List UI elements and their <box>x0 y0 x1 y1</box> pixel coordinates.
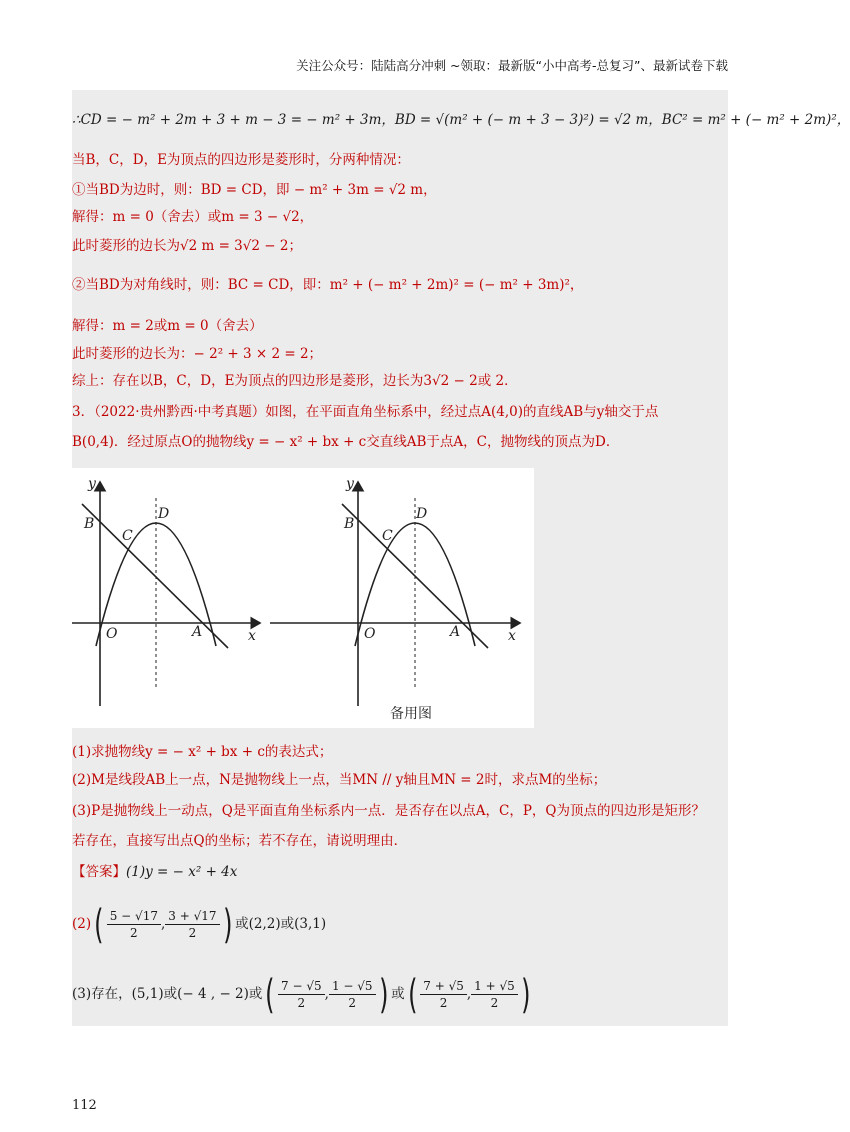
label-b-left: B <box>84 516 95 532</box>
answer-3-frac-4: $\frac{1 + √5}{2}$ <box>471 978 518 1011</box>
answer-3-frac-2: $\frac{1 - √5}{2}$ <box>329 978 376 1011</box>
question-2: (2)M是线段AB上一点，N是抛物线上一点，当MN // y轴且MN = 2时，求点M的坐标； <box>72 772 607 788</box>
answer-2-prefix: (2) <box>72 916 92 932</box>
answer-2-frac-1: $\frac{5 - √17}{2}$ <box>107 908 161 941</box>
question-1: (1)求抛物线y = − x² + bx + c的表达式； <box>72 744 333 760</box>
solution-line-5: 此时菱形的边长为√2 m = 3√2 − 2； <box>72 238 302 254</box>
answer-line-1 <box>72 862 728 882</box>
answer-1: (1)y = − x² + 4x <box>126 864 238 880</box>
answer-3-frac-3: $\frac{7 + √5}{2}$ <box>420 978 467 1011</box>
answer-line-3: (3)存在，(5,1)或(− 4 , − 2)或( $\frac{7 - √5}{2}$ , $\frac{1 - √5}{2}$ ) 或( $\frac{7 + √5}{2}$ , $\frac{1 + √5}{2}$ ) <box>72 971 531 1018</box>
question-3-line-1: (3)P是抛物线上一动点，Q是平面直角坐标系内一点．是否存在以点A，C，P，Q为顶点的四边形是矩形？ <box>72 803 706 819</box>
label-d-left: D <box>158 506 170 522</box>
answer-tag: 【答案】 <box>72 864 126 880</box>
label-o-left: O <box>106 626 118 642</box>
solution-line-7: 解得：m = 2或m = 0（舍去） <box>72 318 263 334</box>
label-o-right: O <box>364 626 376 642</box>
solution-line-4: 解得：m = 0（舍去）或m = 3 − √2， <box>72 209 314 225</box>
answer-2-rest: 或(2,2)或(3,1) <box>235 916 327 932</box>
solution-line-6: ②当BD为对角线时，则：BC = CD，即：m² + (− m² + 2m)² = (− m² + 3m)²， <box>72 277 584 293</box>
figure-svg <box>72 468 534 728</box>
problem-3-line-2: B(0,4)．经过原点O的抛物线y = − x² + bx + c交直线AB于点A，C，抛物线的顶点为D． <box>72 434 620 450</box>
label-c-left: C <box>122 528 133 544</box>
solution-line-2: 当B，C，D，E为顶点的四边形是菱形时，分两种情况： <box>72 152 410 168</box>
answer-2-frac-2: $\frac{3 + √17}{2}$ <box>165 908 219 941</box>
question-3-line-2: 若存在，直接写出点Q的坐标；若不存在，请说明理由． <box>72 833 408 849</box>
line-ab-left <box>82 504 228 648</box>
figure-caption: 备用图 <box>390 706 432 722</box>
label-c-right: C <box>382 528 393 544</box>
label-y-left: y <box>88 476 96 492</box>
label-a-right: A <box>450 624 461 640</box>
solution-line-1: ∴CD = − m² + 2m + 3 + m − 3 = − m² + 3m，BD = √(m² + (− m + 3 − 3)²) = √2 m，BC² = m² + (− m² + 2m)²， <box>72 112 850 128</box>
page-header: 关注公众号：陆陆高分冲刺 ~领取：最新版“小中高考-总复习”、最新试卷下载 <box>296 58 728 73</box>
page-number: 112 <box>72 1098 97 1113</box>
label-x-left: x <box>248 628 256 644</box>
solution-line-3: ①当BD为边时，则：BD = CD，即 − m² + 3m = √2 m， <box>72 182 437 198</box>
label-a-left: A <box>192 624 203 640</box>
label-d-right: D <box>416 506 428 522</box>
label-x-right: x <box>508 628 516 644</box>
answer-3-prefix: (3)存在，(5,1)或(− 4 , − 2)或 <box>72 986 263 1002</box>
answer-line-2: (2)( $\frac{5 - √17}{2}$ , $\frac{3 + √17}{2}$ ) 或(2,2)或(3,1) <box>72 901 327 948</box>
label-b-right: B <box>344 516 355 532</box>
solution-line-9: 综上：存在以B，C，D，E为顶点的四边形是菱形，边长为3√2 − 2或 2． <box>72 373 518 389</box>
problem-3-line-1: 3．（2022·贵州黔西·中考真题）如图，在平面直角坐标系中，经过点A(4,0)的直线AB与y轴交于点 <box>72 404 659 420</box>
answer-3-or: 或 <box>391 986 405 1002</box>
problem-figure <box>72 468 534 728</box>
graph-right <box>270 482 520 706</box>
label-y-right: y <box>346 476 354 492</box>
solution-line-8: 此时菱形的边长为：− 2² + 3 × 2 = 2； <box>72 346 323 362</box>
answer-3-frac-1: $\frac{7 - √5}{2}$ <box>278 978 325 1011</box>
